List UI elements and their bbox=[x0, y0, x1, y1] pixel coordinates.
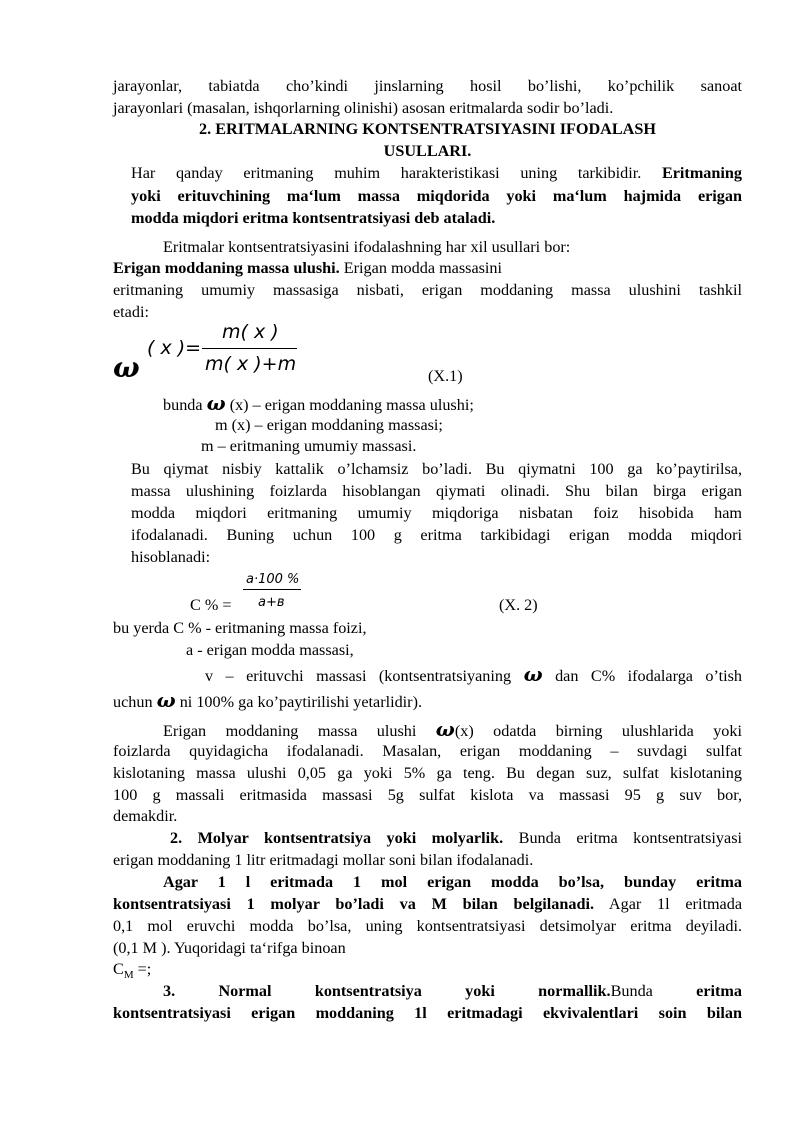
where-line: a - erigan modda massasi, bbox=[186, 641, 354, 659]
molarity-text: Bunda eritma kontsentratsiyasi bbox=[518, 829, 742, 847]
formula-lhs: C % = bbox=[190, 596, 232, 614]
paragraph-line: foizlarda quyidagicha ifodalanadi. Masalan, erigan moddaning – suvdagi sulfat bbox=[113, 742, 742, 760]
paragraph-line: kislotaning massa ulushi 0,05 ga yoki 5% ga teng. Bu degan suz, sulfat kislotaning bbox=[113, 764, 742, 782]
molarity-line bbox=[170, 828, 742, 850]
formula-denominator: a+в bbox=[258, 595, 285, 610]
normality-word: Normal bbox=[218, 982, 272, 1000]
formula-lhs: ( x )= bbox=[147, 337, 202, 359]
fraction-bar bbox=[202, 348, 297, 349]
paragraph-line: 100 g massali eritmasida massasi 5g sulfat kislota va massasi 95 g suv bor, bbox=[113, 786, 742, 804]
where-text: v – erituvchi massasi (kontsentratsiyaning bbox=[205, 667, 512, 685]
molarity-title: 2. Molyar kontsentratsiya yoki molyarlik. bbox=[170, 829, 504, 847]
omega-symbol: ω bbox=[113, 351, 140, 384]
paragraph-line: hisoblanadi: bbox=[131, 548, 211, 566]
paragraph-line: massa ulushining foizlarda hisoblangan qiymati olinadi. Shu bilan birga erigan bbox=[131, 482, 742, 500]
mass-fraction-line: eritmaning umumiy massasiga nisbati, erigan moddaning massa ulushini tashkil bbox=[113, 281, 742, 299]
where-text: (x) – erigan moddaning massa ulushi; bbox=[229, 396, 474, 414]
paragraph-line: modda miqdori eritmaning umumiy miqdoriga nisbatan foiz hisobida ham bbox=[131, 504, 742, 522]
omega-symbol: ω bbox=[435, 717, 455, 741]
cm-symbol: C bbox=[113, 960, 124, 978]
where-text: uchun bbox=[113, 693, 153, 711]
mass-fraction-line bbox=[113, 258, 742, 280]
omega-symbol: ω bbox=[523, 662, 543, 686]
paragraph-line bbox=[163, 719, 742, 743]
mass-fraction-text: Erigan modda massasini bbox=[343, 259, 503, 277]
paragraph-line: Bu qiymat nisbiy kattalik o’lchamsiz bo’ladi. Bu qiymatni 100 ga ko’paytirilsa, bbox=[131, 460, 742, 478]
molarity-line: Agar 1 l eritmada 1 mol erigan modda bo’lsa, bunday eritma bbox=[163, 873, 742, 891]
where-line bbox=[163, 393, 474, 417]
cm-rest: =; bbox=[133, 960, 152, 978]
where-line: m (x) – erigan moddaning massasi; bbox=[215, 416, 443, 434]
paragraph-text: Erigan moddaning massa ulushi bbox=[163, 722, 417, 740]
fraction-bar bbox=[243, 589, 301, 590]
paragraph-line: demakdir. bbox=[113, 807, 178, 825]
where-text: dan C% ifodalarga o’tish bbox=[555, 667, 743, 685]
mass-fraction-title: Erigan moddaning massa ulushi. bbox=[113, 259, 340, 277]
section-heading-line2: USULLARI. bbox=[383, 142, 472, 160]
where-line bbox=[113, 690, 422, 714]
formula-numerator: a·100 % bbox=[246, 572, 300, 587]
formula-numerator: m( x ) bbox=[222, 321, 279, 343]
molarity-line: (0,1 M ). Yuqoridagi ta‘rifga binoan bbox=[113, 939, 346, 957]
omega-symbol: ω bbox=[206, 391, 226, 415]
normality-word: kontsentratsiya bbox=[314, 982, 422, 1000]
where-text: bunda bbox=[163, 396, 203, 414]
formula-denominator: m( x )+m bbox=[205, 353, 297, 375]
normality-word: yoki bbox=[465, 982, 495, 1000]
formula-label: (X. 2) bbox=[499, 596, 538, 614]
formula-label: (X.1) bbox=[428, 367, 463, 385]
normality-word: eritma bbox=[696, 982, 742, 1000]
normality-line: kontsentratsiyasi erigan moddaning 1l eritmadagi ekvivalentlari soin bilan bbox=[113, 1004, 742, 1022]
molarity-bold: kontsentratsiyasi 1 molyar bo’ladi va M bilan belgilanadi. bbox=[113, 895, 595, 913]
definition-line bbox=[131, 163, 742, 185]
definition-line: yoki erituvchining ma‘lum massa miqdorida yoki ma‘lum hajmida erigan bbox=[131, 187, 742, 205]
molarity-line: erigan moddaning 1 litr eritmadagi mollar soni bilan ifodalanadi. bbox=[113, 851, 534, 869]
mass-fraction-line: etadi: bbox=[113, 303, 149, 321]
paragraph-line: jarayonlari (masalan, ishqorlarning olinishi) asosan eritmalarda sodir bo’ladi. bbox=[113, 99, 614, 117]
molarity-line: 0,1 mol eruvchi modda bo’lsa, uning kontsentratsiyasi detsimolyar eritma deyiladi. bbox=[113, 917, 742, 935]
normality-title-end: normallik. bbox=[538, 982, 611, 1000]
definition-bold: Eritmaning bbox=[661, 164, 742, 182]
where-line bbox=[205, 664, 742, 688]
intro-line: Eritmalar kontsentratsiyasini ifodalashning har xil usullari bor: bbox=[163, 238, 571, 256]
normality-word: 3. bbox=[163, 982, 176, 1000]
definition-line: modda miqdori eritma kontsentratsiyasi deb ataladi. bbox=[131, 209, 496, 227]
cm-subscript: M bbox=[123, 969, 134, 982]
section-heading-line1: 2. ERITMALARNING KONTSENTRATSIYASINI IFODALASH bbox=[199, 120, 656, 138]
where-line: m – eritmaning umumiy massasi. bbox=[201, 437, 417, 455]
normality-word bbox=[538, 981, 653, 1003]
paragraph-line: ifodalanadi. Buning uchun 100 g eritma tarkibidagi erigan modda miqdori bbox=[131, 526, 742, 544]
molarity-line bbox=[113, 894, 742, 916]
where-text: ni 100% ga ko’paytirilishi yetarlidir). bbox=[179, 693, 423, 711]
molarity-text: Agar 1l eritmada bbox=[608, 895, 743, 913]
paragraph-text: (x) odatda birning ulushlarida yoki bbox=[454, 722, 742, 740]
normality-line bbox=[163, 981, 742, 1003]
where-line: bu yerda C % - eritmaning massa foizi, bbox=[113, 619, 367, 637]
definition-text: Har qanday eritmaning muhim harakteristikasi uning tarkibidir. bbox=[131, 164, 642, 182]
normality-text: Bunda bbox=[610, 982, 653, 1000]
paragraph-line: jarayonlar, tabiatda cho’kindi jinslarning hosil bo’lishi, ko’pchilik sanoat bbox=[113, 77, 742, 95]
omega-symbol: ω bbox=[156, 688, 176, 712]
